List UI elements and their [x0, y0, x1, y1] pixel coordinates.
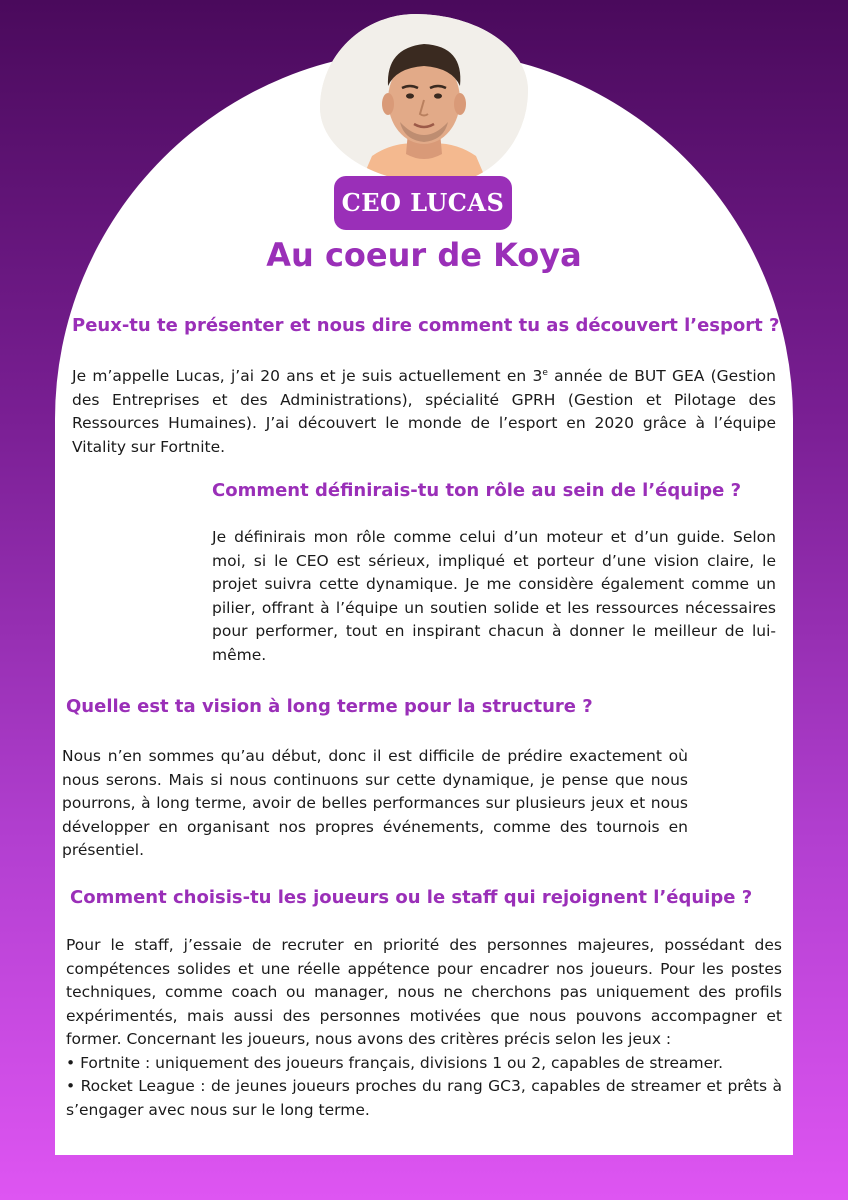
answer-4-bullet-rocket-league: • Rocket League : de jeunes joueurs proches du rang GC3, capables de streamer et prêts à s’engager avec nous sur le long terme. [66, 1077, 782, 1119]
question-2: Comment définirais-tu ton rôle au sein de l’équipe ? [212, 480, 742, 501]
portrait-illustration [320, 14, 528, 184]
ceo-name-badge: CEO LUCAS [334, 176, 512, 230]
ceo-portrait-photo [320, 14, 528, 184]
answer-1-text-a: Je m’appelle Lucas, j’ai 20 ans et je suis actuellement en 3 [72, 367, 543, 386]
answer-3: Nous n’en sommes qu’au début, donc il est difficile de prédire exactement où nous serons. Mais si nous continuons sur cette dynamique, je pense que nous pourrons, à long terme, avoir de belles performances sur plusieurs jeux et nous développer en organisant nos propres événements, comme des tournois en présentiel. [62, 747, 688, 859]
question-4: Comment choisis-tu les joueurs ou le staff qui rejoignent l’équipe ? [70, 887, 753, 908]
answer-4 [66, 934, 782, 1122]
answer-1-superscript: e [542, 368, 548, 378]
answer-1-text-b: année de BUT GEA (Gestion des Entreprises et des Administrations), spécialité GPRH (Gestion et Pilotage des Ressources Humaines). J’ai découvert le monde de l’esport en 2020 grâce à l’équipe Vitality sur Fortnite. [72, 367, 776, 456]
answer-4-paragraph: Pour le staff, j’essaie de recruter en priorité des personnes majeures, possédant des compétences solides et une réelle appétence pour encadrer nos joueurs. Pour les postes techniques, comme coach ou manager, nous ne cherchons pas uniquement des profils expérimentés, mais aussi des personnes motivées que nous pouvons accompagner et former. Concernant les joueurs, nous avons des critères précis selon les jeux : [66, 936, 782, 1048]
answer-1 [72, 362, 776, 459]
page-title: Au coeur de Koya [266, 236, 582, 274]
question-1: Peux-tu te présenter et nous dire comment tu as découvert l’esport ? [72, 315, 780, 336]
answer-4-bullet-fortnite: • Fortnite : uniquement des joueurs français, divisions 1 ou 2, capables de streamer. [66, 1053, 724, 1072]
answer-2: Je définirais mon rôle comme celui d’un moteur et d’un guide. Selon moi, si le CEO est sérieux, impliqué et porteur d’une vision claire, le projet suivra cette dynamique. Je me considère également comme un pilier, offrant à l’équipe un soutien solide et les ressources nécessaires pour performer, tout en inspirant chacun à donner le meilleur de lui-même. [212, 528, 776, 664]
question-3: Quelle est ta vision à long terme pour la structure ? [66, 696, 593, 717]
